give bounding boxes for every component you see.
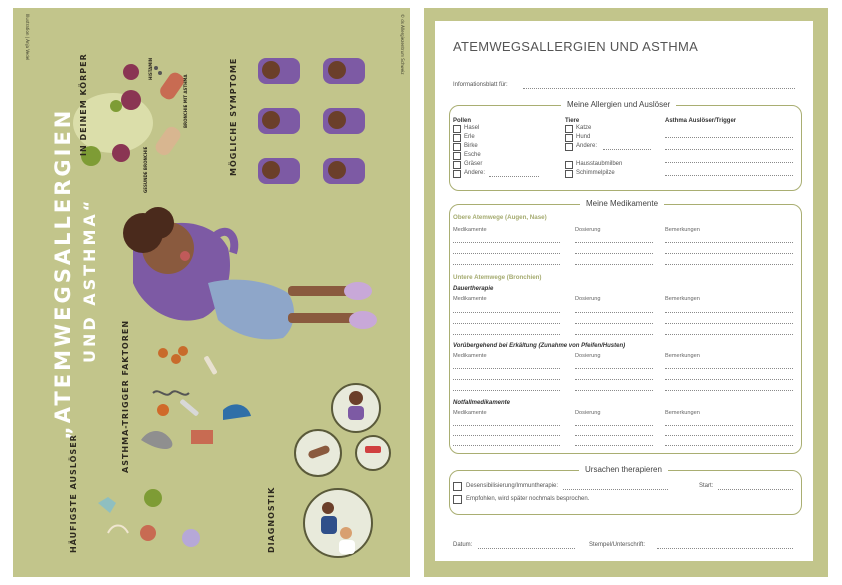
trigger-line-2[interactable] xyxy=(665,149,793,150)
copyright: © ds Allergiezentrum Schweiz xyxy=(400,14,405,75)
label-histamin: HISTAMIN xyxy=(148,57,153,80)
checkbox-schimmelpilze[interactable] xyxy=(565,170,573,178)
label-katze: Katze xyxy=(576,125,592,131)
medikamente-heading: Meine Medikamente xyxy=(580,199,664,208)
dos-dauer-1[interactable] xyxy=(575,312,653,313)
checkbox-hund[interactable] xyxy=(565,134,573,142)
checkbox-birke[interactable] xyxy=(453,143,461,151)
label-start: Start: xyxy=(699,483,714,489)
checkbox-desensibilisierung[interactable] xyxy=(453,482,462,491)
dos-vorueb-1[interactable] xyxy=(575,368,653,369)
info-label: Informationsblatt für: xyxy=(453,82,508,88)
med-dauer-3[interactable] xyxy=(453,334,560,335)
checkbox-empfohlen[interactable] xyxy=(453,495,462,504)
tiere-andere-field[interactable] xyxy=(603,149,651,150)
ursachen-box xyxy=(449,470,802,515)
col-medikamente: Medikamente xyxy=(453,296,487,302)
dos-obere-1[interactable] xyxy=(575,242,653,243)
col-dosierung: Dosierung xyxy=(575,227,601,233)
allergien-box xyxy=(449,105,802,191)
med-vorueb-2[interactable] xyxy=(453,379,560,380)
allergien-heading: Meine Allergien und Auslöser xyxy=(561,100,676,109)
med-vorueb-1[interactable] xyxy=(453,368,560,369)
trigger-line-4[interactable] xyxy=(665,175,793,176)
datum-field[interactable] xyxy=(478,548,575,549)
label-esche: Esche xyxy=(464,152,481,158)
label-desensibilisierung: Desensibilisierung/Immuntherapie: xyxy=(466,483,559,489)
dos-obere-2[interactable] xyxy=(575,253,653,254)
poster xyxy=(13,8,410,577)
col-medikamente: Medikamente xyxy=(453,353,487,359)
label-moegliche-symptome: MÖGLICHE SYMPTOME xyxy=(229,57,238,176)
checkbox-hausstaubmilben[interactable] xyxy=(565,161,573,169)
checkbox-graeser[interactable] xyxy=(453,161,461,169)
bem-dauer-2[interactable] xyxy=(665,323,793,324)
label-bronchie-mit-asthma: BRONCHIE MIT ASTHMA xyxy=(183,74,188,128)
info-sheet xyxy=(435,21,813,561)
checkbox-katze[interactable] xyxy=(565,125,573,133)
checkbox-esche[interactable] xyxy=(453,152,461,160)
med-obere-3[interactable] xyxy=(453,264,560,265)
bem-vorueb-1[interactable] xyxy=(665,368,793,369)
col-bemerkungen: Bemerkungen xyxy=(665,353,700,359)
form-title: ATEMWEGSALLERGIEN UND ASTHMA xyxy=(453,39,699,54)
bem-dauer-1[interactable] xyxy=(665,312,793,313)
stempel-field[interactable] xyxy=(657,548,793,549)
label-gesunde-bronchie: GESUNDE BRONCHIE xyxy=(143,146,148,193)
ursachen-heading: Ursachen therapieren xyxy=(579,465,668,474)
label-haeufigste-ausloeser: HÄUFIGSTE AUSLÖSER xyxy=(69,434,78,553)
bem-notfall-1[interactable] xyxy=(665,425,793,426)
col-bemerkungen: Bemerkungen xyxy=(665,227,700,233)
poster-title-line1: „ATEMWEGSALLERGIEN xyxy=(51,107,75,440)
obere-atemwege-heading: Obere Atemwege (Augen, Nase) xyxy=(453,214,547,221)
untere-atemwege-heading: Untere Atemwege (Bronchien) xyxy=(453,274,542,281)
bem-vorueb-2[interactable] xyxy=(665,379,793,380)
label-graeser: Gräser xyxy=(464,161,483,167)
med-notfall-1[interactable] xyxy=(453,425,560,426)
col-bemerkungen: Bemerkungen xyxy=(665,296,700,302)
illustration-credit: Illustration | Anja Vedel xyxy=(25,14,30,61)
med-obere-2[interactable] xyxy=(453,253,560,254)
pollen-title: Pollen xyxy=(453,118,472,124)
col-medikamente: Medikamente xyxy=(453,227,487,233)
label-empfohlen: Empfohlen, wird später nochmals besprochen. xyxy=(466,496,590,502)
desens-field[interactable] xyxy=(563,489,668,490)
col-bemerkungen: Bemerkungen xyxy=(665,410,700,416)
label-hausstaubmilben: Hausstaubmilben xyxy=(576,161,623,167)
label-birke: Birke xyxy=(464,143,478,149)
poster-title-line2: UND ASTHMA“ xyxy=(80,197,99,363)
label-diagnostik: DIAGNOSTIK xyxy=(267,486,276,553)
bem-obere-1[interactable] xyxy=(665,242,793,243)
med-notfall-2[interactable] xyxy=(453,435,560,436)
trigger-line-1[interactable] xyxy=(665,137,793,138)
voruebergehend-heading: Vorübergehend bei Erkältung (Zunahme von Pfeifen/Husten) xyxy=(453,343,626,349)
label-erle: Erle xyxy=(464,134,475,140)
med-dauer-2[interactable] xyxy=(453,323,560,324)
col-dosierung: Dosierung xyxy=(575,353,601,359)
checkbox-hasel[interactable] xyxy=(453,125,461,133)
bem-obere-3[interactable] xyxy=(665,264,793,265)
notfall-heading: Notfallmedikamente xyxy=(453,400,511,406)
med-obere-1[interactable] xyxy=(453,242,560,243)
label-tiere-andere: Andere: xyxy=(576,143,598,149)
col-medikamente: Medikamente xyxy=(453,410,487,416)
dos-vorueb-2[interactable] xyxy=(575,379,653,380)
info-field[interactable] xyxy=(523,88,795,89)
med-dauer-1[interactable] xyxy=(453,312,560,313)
dos-vorueb-3[interactable] xyxy=(575,390,653,391)
med-notfall-3[interactable] xyxy=(453,445,560,446)
trigger-line-3[interactable] xyxy=(665,162,793,163)
tiere-title: Tiere xyxy=(565,118,580,124)
dos-notfall-2[interactable] xyxy=(575,435,653,436)
dos-notfall-1[interactable] xyxy=(575,425,653,426)
dos-dauer-2[interactable] xyxy=(575,323,653,324)
label-stempel: Stempel/Unterschrift: xyxy=(589,542,646,548)
bem-obere-2[interactable] xyxy=(665,253,793,254)
label-hasel: Hasel xyxy=(464,125,480,131)
bem-notfall-2[interactable] xyxy=(665,435,793,436)
med-vorueb-3[interactable] xyxy=(453,390,560,391)
dos-notfall-3[interactable] xyxy=(575,445,653,446)
checkbox-erle[interactable] xyxy=(453,134,461,142)
label-in-deinem-koerper: IN DEINEM KÖRPER xyxy=(79,53,88,156)
pollen-andere-field[interactable] xyxy=(489,176,539,177)
col-dosierung: Dosierung xyxy=(575,296,601,302)
checkbox-pollen-andere[interactable] xyxy=(453,170,461,178)
label-hund: Hund xyxy=(576,134,591,140)
dos-dauer-3[interactable] xyxy=(575,334,653,335)
bem-notfall-3[interactable] xyxy=(665,445,793,446)
label-schimmelpilze: Schimmelpilze xyxy=(576,170,615,176)
checkbox-tiere-andere[interactable] xyxy=(565,143,573,151)
col-dosierung: Dosierung xyxy=(575,410,601,416)
label-pollen-andere: Andere: xyxy=(464,170,486,176)
dos-obere-3[interactable] xyxy=(575,264,653,265)
bem-vorueb-3[interactable] xyxy=(665,390,793,391)
start-field[interactable] xyxy=(718,489,793,490)
dauertherapie-heading: Dauertherapie xyxy=(453,286,494,292)
trigger-title: Asthma Auslöser/Trigger xyxy=(665,118,737,124)
bem-dauer-3[interactable] xyxy=(665,334,793,335)
label-datum: Datum: xyxy=(453,542,473,548)
label-asthma-trigger-faktoren: ASTHMA-TRIGGER FAKTOREN xyxy=(121,319,130,473)
